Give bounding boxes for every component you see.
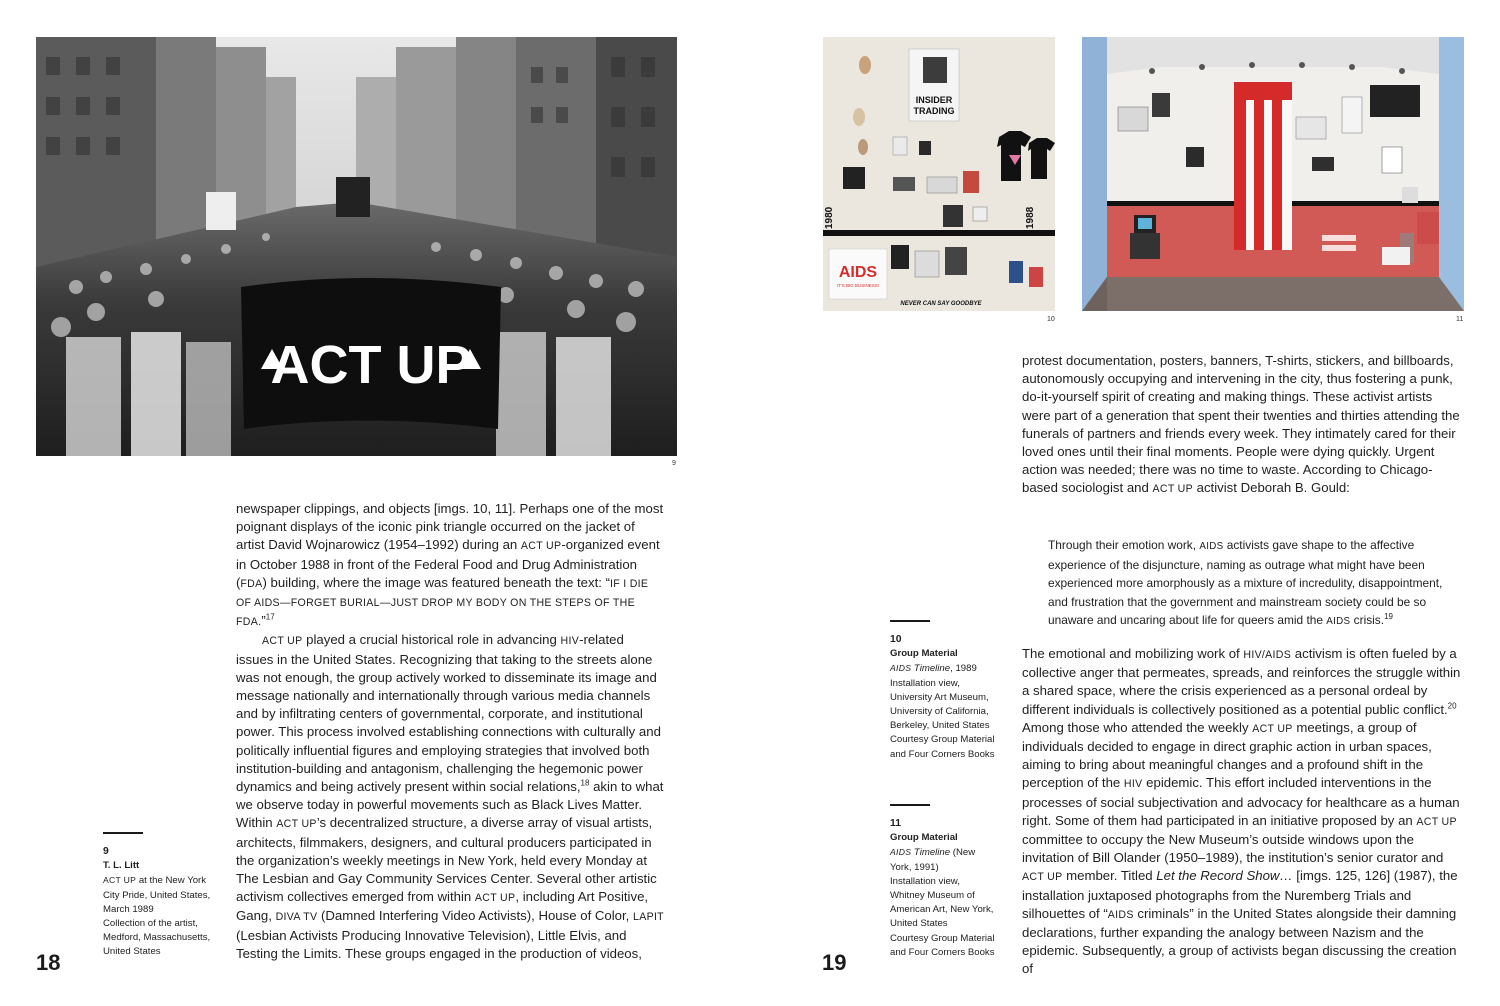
page-number-right: 19 xyxy=(822,950,847,975)
aids-poster-subtitle: IT'S BIG BUSINESS! xyxy=(836,283,880,288)
act-up-march-photo xyxy=(36,37,677,456)
left-paragraph-2: ACT UP played a crucial historical role in advancing HIV-related issues in the United States. Recognizing that taking to the streets alone was not enough, the group actively worked to disseminate its image and message nationally and internationally through various media channels and by infiltrating centers of governmental, corporate, and institutional power. This process involved establishing connections with culturally and politically influential figures and employing strategies that involved both institution-building and antagonism, challenging the hegemonic power dynamics and being actively present within social relations,$^{18}$ akin to what we observe today in powerful movements such as Black Lives Matter. Within ACT UP’s decentralized structure, a diverse array of visual artists, architects, filmmakers, designers, and cultural producers participated in the organization’s weekly meetings in New York, held every Monday at The Lesbian and Gay Community Services Center. Several other artistic activism collectives emerged from within ACT UP, including Art Positive, Gang, DIVA TV (Damned Interfering Video Activists), House of Color, LAPIT (Lesbian Activists Producing Innovative Television), Little Elvis, and Testing the Limits. These groups engaged in the production of videos, xyxy=(236,632,664,961)
figure-number-10: 10 xyxy=(1047,316,1055,323)
left-body-text xyxy=(236,500,664,963)
gould-block-quote: Through their emotion work, AIDS activists gave shape to the affective experience of the disjuncture, naming as outrage what might have been experienced more amorphously as a mixture of incredulity, disappointment, and frustration that the government and mainstream society could be so unaware and uncaring about life for queers amid the AIDS crisis.$^{19}$ xyxy=(1048,538,1443,627)
aids-poster-title: AIDS xyxy=(838,264,878,281)
timeline-wall-banner: NEVER CAN SAY GOODBYE xyxy=(900,301,982,307)
caption-11-artist: Group Material xyxy=(890,832,958,844)
page-number-left: 18 xyxy=(36,950,61,975)
insider-poster-line1: INSIDER xyxy=(915,95,953,105)
right-paragraph-2: The emotional and mobilizing work of HIV/AIDS activism is often fueled by a collective anger that permeates, spreads, and reinforces the struggle within a shared space, where the crisis experienced as a personal ordeal by different individuals is collectively positioned as a potential public conflict.$^{20}$ Among those who attended the weekly ACT UP meetings, a group of individuals decided to engage in direct graphic action in urban spaces, aiming to bring about meaningful changes and a profound shift in the perception of the HIV epidemic. This effort included interventions in the processes of social subjectivation and advocacy for healthcare as a human right. Some of them had participated in an initiative proposed by an ACT UP committee to occupy the New Museum’s outside windows upon the invitation of Bill Olander (1950–1989), the institution’s senior curator and ACT UP member. Titled Let the Record Show… [imgs. 125, 126] (1987), the installation juxtaposed photographs from the Nuremberg Trials and silhouettes of “AIDS criminals” in the United States alongside their damning declarations, further expanding the analogy between Nazism and the epidemic. Subsequently, a group of activists began discussing the creation of xyxy=(1022,646,1461,977)
timeline-year-left: 1980 xyxy=(824,206,835,229)
caption-10-title: AIDS Timeline, 1989 xyxy=(890,663,977,675)
caption-10-number: 10 xyxy=(890,634,902,645)
aids-timeline-berkeley-photo xyxy=(823,37,1055,311)
caption-rule xyxy=(890,804,930,806)
caption-10 xyxy=(890,620,996,762)
caption-rule xyxy=(890,620,930,622)
right-page xyxy=(750,0,1500,1006)
caption-10-credit: Courtesy Group Material and Four Corners Books xyxy=(890,734,995,760)
striped-flag-artwork xyxy=(1234,82,1292,250)
caption-9-credit: Collection of the artist, Medford, Massachusetts, United States xyxy=(103,918,211,958)
footnote-17: 17 xyxy=(265,612,275,622)
caption-11 xyxy=(890,804,996,960)
footnote-18: 18 xyxy=(580,778,590,788)
caption-11-title: AIDS Timeline (New York, 1991) xyxy=(890,847,976,873)
footnote-20: 20 xyxy=(1447,701,1457,711)
caption-10-location: Installation view, University Art Museum, University of California, Berkeley, United States xyxy=(890,677,990,732)
caption-11-number: 11 xyxy=(890,818,901,829)
march-photo-drawing xyxy=(36,37,677,456)
whitney-photo-drawing xyxy=(1082,37,1464,311)
timeline-photo-drawing xyxy=(823,37,1055,311)
caption-9 xyxy=(103,832,211,960)
banner-text: ACT UP xyxy=(270,335,472,395)
figure-number-9: 9 xyxy=(672,460,676,467)
left-paragraph-1: newspaper clippings, and objects [imgs. 10, 11]. Perhaps one of the most poignant displays of the iconic pink triangle occurred on the jacket of artist David Wojnarowicz (1954–1992) during an ACT UP-organized event in October 1988 in front of the Federal Food and Drug Administration (FDA) building, where the image was featured beneath the text: “IF I DIE OF AIDS—FORGET BURIAL—JUST DROP MY BODY ON THE STEPS OF THE FDA.”$^{17}$ xyxy=(236,501,664,629)
caption-rule xyxy=(103,832,143,834)
right-body-text-bottom xyxy=(1022,645,1462,979)
caption-9-artist: T. L. Litt xyxy=(103,860,140,872)
right-body-text-top xyxy=(1022,352,1462,499)
timeline-year-right: 1988 xyxy=(1025,206,1036,229)
insider-poster-line2: TRADING xyxy=(913,106,955,116)
aids-timeline-whitney-photo xyxy=(1082,37,1464,311)
caption-9-title: ACT UP at the New York City Pride, United States, March 1989 xyxy=(103,875,211,915)
caption-9-number: 9 xyxy=(103,846,109,857)
caption-11-location: Installation view, Whitney Museum of American Art, New York, United States xyxy=(890,875,994,930)
caption-11-credit: Courtesy Group Material and Four Corners Books xyxy=(890,932,995,958)
right-paragraph-1: protest documentation, posters, banners, T-shirts, stickers, and billboards, autonomously occupying and intervening in the city, thus fostering a punk, do-it-yourself spirit of creating and making things. These activist artists were part of a generation that spent their twenties and thirties attending the funerals of partners and friends every week. They intimately cared for their loved ones until their final moments. People were dying quickly. Urgent action was needed; there was no time to waste. According to Chicago-based sociologist and ACT UP activist Deborah B. Gould: xyxy=(1022,353,1460,496)
caption-10-artist: Group Material xyxy=(890,648,958,660)
footnote-19: 19 xyxy=(1384,611,1393,621)
figure-number-11: 11 xyxy=(1456,316,1464,323)
